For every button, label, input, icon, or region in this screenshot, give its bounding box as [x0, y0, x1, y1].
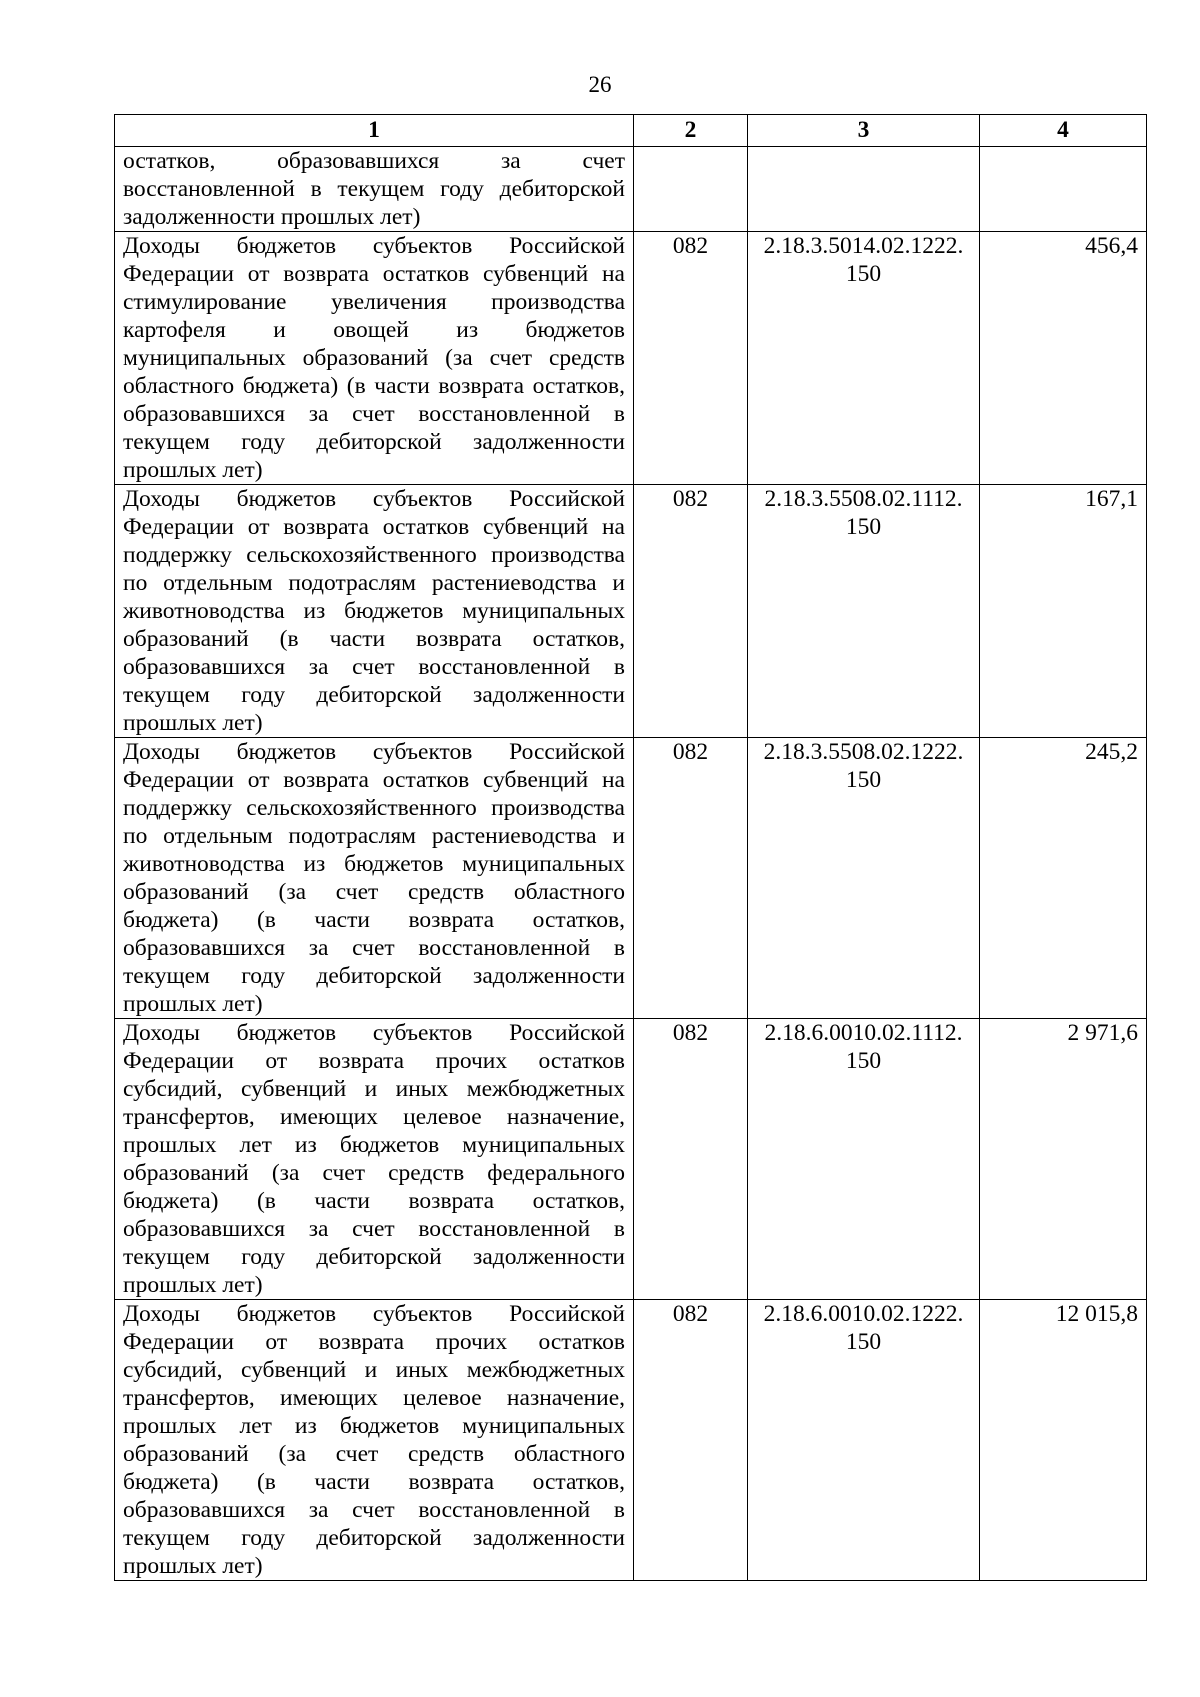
row-kbk-line1: 2.18.6.0010.02.1112. — [764, 1020, 963, 1046]
row-kbk-line2: 150 — [845, 767, 882, 793]
header-col-1: 1 — [115, 115, 634, 147]
header-col-4: 4 — [980, 115, 1147, 147]
table-row — [115, 232, 1147, 485]
row-kbk-line1: 2.18.3.5508.02.1222. — [763, 739, 964, 765]
row-kbk-line1: 2.18.3.5014.02.1222. — [763, 233, 964, 259]
table-row — [115, 147, 1147, 232]
row-kbk-line1: 2.18.6.0010.02.1222. — [763, 1301, 964, 1327]
row-description: Доходы бюджетов субъектов Российской Федерации от возврата прочих остатков субсидий, субвенций и иных межбюджетных трансфертов, имеющих целевое назначение, прошлых лет из бюджетов муниципальных образований (за счет средств областного бюджета) (в части возврата остатков, образовавшихся за счет восстановленной в текущем году дебиторской задолженности прошлых лет) — [115, 1300, 634, 1581]
row-kbk — [748, 738, 980, 1019]
row-amount: 456,4 — [980, 232, 1147, 485]
row-amount: 167,1 — [980, 485, 1147, 738]
table-row — [115, 1019, 1147, 1300]
header-row — [115, 115, 1147, 147]
page-number: 26 — [588, 72, 612, 97]
row-description: Доходы бюджетов субъектов Российской Федерации от возврата остатков субвенций на поддержку сельскохозяйственного производства по отдельным подотраслям растениеводства и животноводства из бюджетов муниципальных образований (в части возврата остатков, образовавшихся за счет восстановленной в текущем году дебиторской задолженности прошлых лет) — [115, 485, 634, 738]
table-row — [115, 738, 1147, 1019]
row-description: Доходы бюджетов субъектов Российской Федерации от возврата остатков субвенций на поддержку сельскохозяйственного производства по отдельным подотраслям растениеводства и животноводства из бюджетов муниципальных образований (за счет средств областного бюджета) (в части возврата остатков, образовавшихся за счет восстановленной в текущем году дебиторской задолженности прошлых лет) — [115, 738, 634, 1019]
row-description: Доходы бюджетов субъектов Российской Федерации от возврата прочих остатков субсидий, субвенций и иных межбюджетных трансфертов, имеющих целевое назначение, прошлых лет из бюджетов муниципальных образований (за счет средств федерального бюджета) (в части возврата остатков, образовавшихся за счет восстановленной в текущем году дебиторской задолженности прошлых лет) — [115, 1019, 634, 1300]
row-amount — [980, 147, 1147, 232]
row-kbk-line2: 150 — [845, 514, 882, 540]
row-kbk — [748, 1019, 980, 1300]
table-header — [115, 115, 1147, 147]
row-kbk-line2: 150 — [845, 261, 882, 287]
row-kbk — [748, 485, 980, 738]
row-kbk-line2: 150 — [845, 1329, 882, 1355]
row-code: 082 — [634, 1300, 748, 1581]
table-row — [115, 485, 1147, 738]
header-col-3: 3 — [748, 115, 980, 147]
row-code: 082 — [634, 232, 748, 485]
row-kbk-line2: 150 — [845, 1048, 882, 1074]
row-kbk — [748, 1300, 980, 1581]
row-description: остатков, образовавшихся за счет восстановленной в текущем году дебиторской задолженности прошлых лет) — [115, 147, 634, 232]
row-amount: 2 971,6 — [980, 1019, 1147, 1300]
revenue-table — [114, 114, 1147, 1581]
header-col-2: 2 — [634, 115, 748, 147]
row-code — [634, 147, 748, 232]
row-kbk — [748, 147, 980, 232]
row-kbk-line1: 2.18.3.5508.02.1112. — [764, 486, 963, 512]
row-code: 082 — [634, 738, 748, 1019]
row-code: 082 — [634, 485, 748, 738]
row-description: Доходы бюджетов субъектов Российской Федерации от возврата остатков субвенций на стимулирование увеличения производства картофеля и овощей из бюджетов муниципальных образований (за счет средств областного бюджета) (в части возврата остатков, образовавшихся за счет восстановленной в текущем году дебиторской задолженности прошлых лет) — [115, 232, 634, 485]
table-body — [115, 147, 1147, 1581]
row-amount: 12 015,8 — [980, 1300, 1147, 1581]
row-kbk — [748, 232, 980, 485]
table-row — [115, 1300, 1147, 1581]
row-code: 082 — [634, 1019, 748, 1300]
row-amount: 245,2 — [980, 738, 1147, 1019]
